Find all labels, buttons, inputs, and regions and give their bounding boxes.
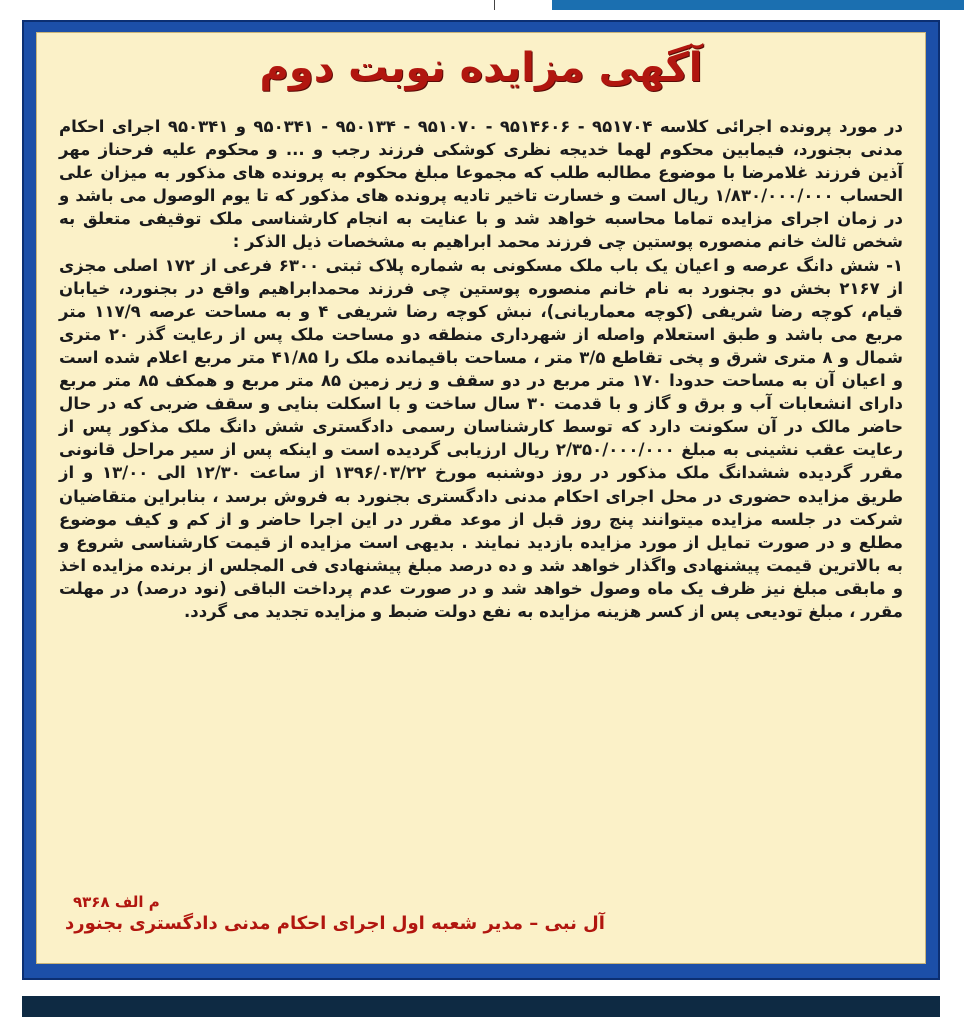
notice-paragraph-details: ۱- شش دانگ عرصه و اعیان یک باب ملک مسکونی به شماره پلاک ثبتی ۶۳۰۰ فرعی از ۱۷۲ اصلی مجزی از ۲۱۶۷ بخش دو بجنورد به نام خانم منصوره پوستین چی فرزند محمدابراهیم واقع در بجنورد، خیابان قیام، کوچه رضا شریفی (کوچه معماریانی)، نبش کوچه رضا شریفی ۴ و به مساحت عرصه ۱۱۷/۹ متر مربع می باشد و طبق استعلام واصله از شهرداری منطقه دو مساحت ملک پس از رعایت گذر ۲۰ متری شمال و ۸ متری شرق و پخی تقاطع ۳/۵ متر ، مساحت باقیمانده ملک را ۴۱/۸۵ متر مربع اعلام شده است و اعیان آن به مساحت حدودا ۱۷۰ متر مربع در دو سقف و زیر زمین ۸۵ متر مربع و همکف ۸۵ متر مربع دارای انشعابات آب و برق و گاز و با قدمت ۳۰ سال ساخت و با اسکلت بنایی و سقف ضربی که در حال حاضر مالک در آن سکونت دارد که توسط کارشناسان رسمی دادگستری شش دانگ ملک مذکور پس از رعایت عقب نشینی به مبلغ ۲/۳۵۰/۰۰۰/۰۰۰ ریال ارزیابی گردیده است و اینکه پس از سیر مراحل قانونی مقرر گردیده ششدانگ ملک مذکور در روز دوشنبه مورخ ۱۳۹۶/۰۳/۲۲ از ساعت ۱۲/۳۰ الی ۱۳/۰۰ و از طریق مزایده حضوری در محل اجرای احکام مدنی دادگستری بجنورد به فروش برسد ، بنابراین متقاضیان شرکت در جلسه مزایده میتوانند پنج روز قبل از موعد مقرر در این اجرا حاضر و از کم و کیف موضوع مطلع و در صورت تمایل از مورد مزایده بازدید نمایند . بدیهی است مزایده از قیمت کارشناسی شروع و به بالاترین قیمت پیشنهادی واگذار خواهد شد و ده درصد مبلغ پیشنهادی فی المجلس از برنده مزایده اخذ و مابقی مبلغ نیز ظرف یک ماه وصول خواهد شد و در صورت عدم پرداخت الباقی (نود درصد) در مهلت مقرر ، مبلغ تودیعی پس از کسر هزینه مزایده به نفع دولت ضبط و مزایده تجدید می گردد.	[59, 255, 904, 621]
top-divider-line	[494, 0, 495, 10]
reference-code: م الف ۹۳۶۸	[73, 893, 160, 911]
notice-body	[59, 115, 903, 623]
next-notice-header	[22, 996, 940, 1017]
notice-paper	[36, 32, 926, 964]
notice-paragraph-intro: در مورد پرونده اجرائی کلاسه ۹۵۱۷۰۴ - ۹۵۱۴۶۰۶ - ۹۵۱۰۷۰ - ۹۵۰۱۳۴ - ۹۵۰۳۴۱ و ۹۵۰۳۴۱ اجرای احکام مدنی بجنورد، فیمابین محکوم لهما خدیجه نظری کوشکی فرزند رجب و ... و محکوم علیه فرحناز مهر آذین فرزند غلامرضا با موضوع مطالبه طلب که مجموعا مبلغ محکوم به پرونده های مذکور به میزان علی الحساب ۱/۸۳۰/۰۰۰/۰۰۰ ریال است و خسارت تاخیر تادیه پرونده های مذکور که تا یوم الوصول می باشد و در زمان اجرای مزایده تماما محاسبه خواهد شد و با عنایت به انجام کارشناسی ملک توقیفی متعلق به شخص ثالث خانم منصوره پوستین چی فرزند محمد ابراهیم به مشخصات ذیل الذکر :	[59, 117, 903, 252]
notice-title: آگهی مزایده نوبت دوم	[259, 45, 703, 91]
signature-line: آل نبی – مدیر شعبه اول اجرای احکام مدنی دادگستری بجنورد	[65, 913, 605, 934]
top-color-bar	[552, 0, 964, 10]
notice-frame	[22, 20, 940, 980]
